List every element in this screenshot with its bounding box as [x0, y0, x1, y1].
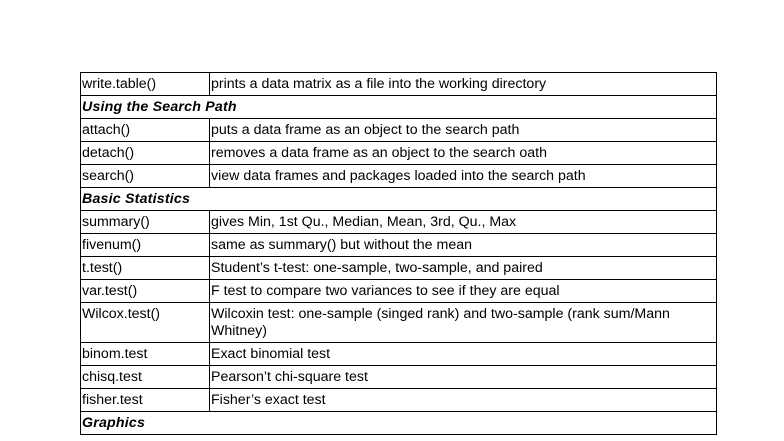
- description-cell: removes a data frame as an object to the search oath: [210, 142, 717, 165]
- table-row: [81, 343, 717, 366]
- description-cell: Student’s t-test: one-sample, two-sample, and paired: [210, 257, 717, 280]
- table-row: [81, 142, 717, 165]
- description-cell: Fisher’s exact test: [210, 389, 717, 412]
- section-title: Graphics: [81, 412, 717, 435]
- function-name-cell: attach(): [81, 119, 210, 142]
- table-row: [81, 165, 717, 188]
- table-row: [81, 257, 717, 280]
- description-cell: same as summary() but without the mean: [210, 234, 717, 257]
- table-row: [81, 234, 717, 257]
- function-name-cell: t.test(): [81, 257, 210, 280]
- table-row: [81, 366, 717, 389]
- function-name-cell: summary(): [81, 211, 210, 234]
- table-row: [81, 211, 717, 234]
- function-reference-table: [80, 72, 717, 435]
- description-cell: view data frames and packages loaded into the search path: [210, 165, 717, 188]
- section-title: Using the Search Path: [81, 96, 717, 119]
- description-cell: Pearson’t chi-square test: [210, 366, 717, 389]
- section-header-row: [81, 96, 717, 119]
- function-name-cell: binom.test: [81, 343, 210, 366]
- description-cell: gives Min, 1st Qu., Median, Mean, 3rd, Qu., Max: [210, 211, 717, 234]
- function-name-cell: var.test(): [81, 280, 210, 303]
- section-header-row: [81, 412, 717, 435]
- section-header-row: [81, 188, 717, 211]
- function-name-cell: detach(): [81, 142, 210, 165]
- table-row: [81, 73, 717, 96]
- table-row: [81, 303, 717, 343]
- function-name-cell: fisher.test: [81, 389, 210, 412]
- table-row: [81, 119, 717, 142]
- function-name-cell: chisq.test: [81, 366, 210, 389]
- function-name-cell: Wilcox.test(): [81, 303, 210, 343]
- table-row: [81, 389, 717, 412]
- description-cell: puts a data frame as an object to the search path: [210, 119, 717, 142]
- description-cell: Exact binomial test: [210, 343, 717, 366]
- description-cell: prints a data matrix as a file into the working directory: [210, 73, 717, 96]
- section-title: Basic Statistics: [81, 188, 717, 211]
- function-name-cell: write.table(): [81, 73, 210, 96]
- function-name-cell: search(): [81, 165, 210, 188]
- description-cell: Wilcoxin test: one-sample (singed rank) and two-sample (rank sum/Mann Whitney): [210, 303, 717, 343]
- function-name-cell: fivenum(): [81, 234, 210, 257]
- table-row: [81, 280, 717, 303]
- description-cell: F test to compare two variances to see if they are equal: [210, 280, 717, 303]
